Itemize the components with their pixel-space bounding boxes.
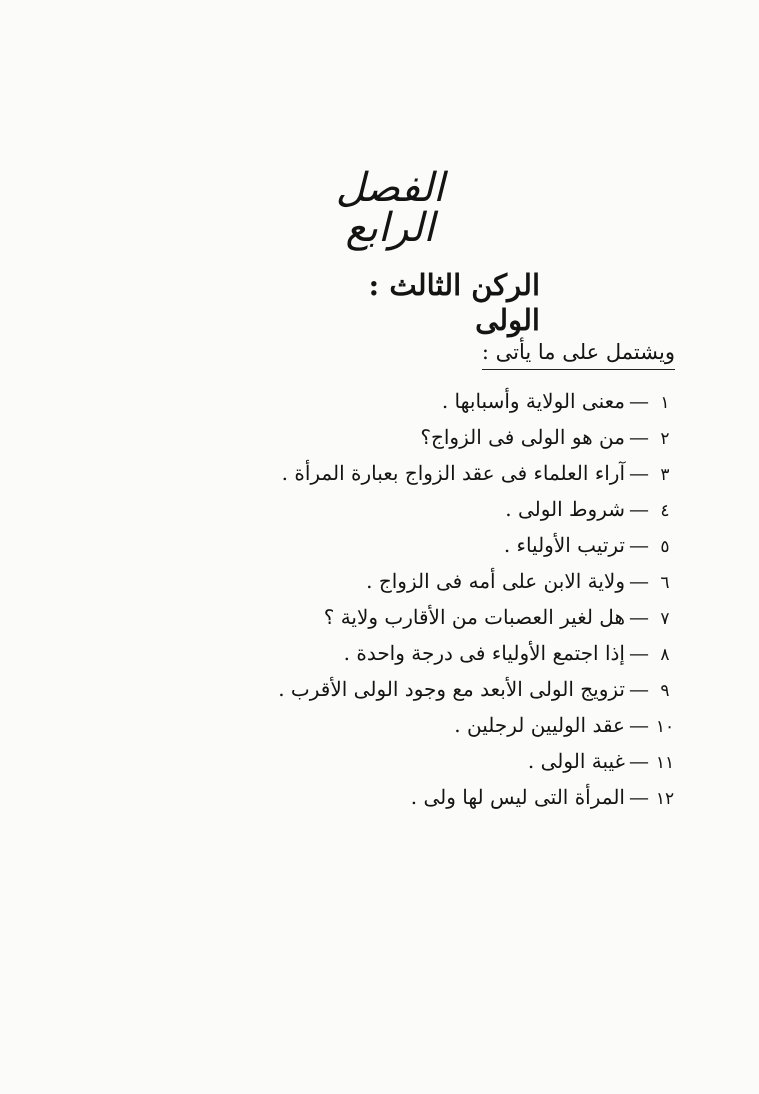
- intro-text: ويشتمل على ما يأتى :: [482, 338, 675, 370]
- item-text: هل لغير العصبات من الأقارب ولاية ؟: [323, 605, 625, 629]
- list-item: [278, 671, 677, 707]
- item-dash: —: [629, 605, 649, 629]
- list-item: [278, 419, 677, 455]
- item-text: معنى الولاية وأسبابها .: [441, 389, 625, 413]
- list-item: [278, 563, 677, 599]
- item-dash: —: [629, 749, 649, 773]
- item-dash: —: [629, 461, 649, 485]
- item-number: ٨: [660, 645, 670, 665]
- item-number: ١: [660, 393, 670, 413]
- list-item: [278, 383, 677, 419]
- item-dash: —: [629, 785, 649, 809]
- item-number: ١٢: [655, 789, 675, 809]
- item-text: ترتيب الأولياء .: [503, 533, 625, 557]
- item-number: ٢: [660, 429, 670, 449]
- item-dash: —: [629, 569, 649, 593]
- item-number: ١٠: [655, 717, 675, 737]
- item-number: ٦: [660, 573, 670, 593]
- list-item: [278, 635, 677, 671]
- item-text: ولاية الابن على أمه فى الزواج .: [366, 569, 625, 593]
- item-text: شروط الولى .: [505, 497, 625, 521]
- item-number: ١١: [655, 753, 675, 773]
- item-dash: —: [629, 641, 649, 665]
- item-dash: —: [629, 425, 649, 449]
- item-text: إذا اجتمع الأولياء فى درجة واحدة .: [343, 641, 625, 665]
- item-number: ٧: [660, 609, 670, 629]
- item-text: آراء العلماء فى عقد الزواج بعبارة المرأة .: [281, 461, 625, 485]
- item-number: ٩: [660, 681, 670, 701]
- item-dash: —: [629, 533, 649, 557]
- item-dash: —: [629, 677, 649, 701]
- item-dash: —: [629, 389, 649, 413]
- item-number: ٥: [660, 537, 670, 557]
- list-item: [278, 491, 677, 527]
- item-text: عقد الوليين لرجلين .: [454, 713, 625, 737]
- item-dash: —: [629, 497, 649, 521]
- item-number: ٣: [660, 465, 670, 485]
- list-item: [278, 455, 677, 491]
- chapter-heading: الفصل الرابع: [335, 165, 445, 251]
- item-dash: —: [629, 713, 649, 737]
- list-item: [278, 779, 677, 815]
- list-item: [278, 743, 677, 779]
- list-item: [278, 527, 677, 563]
- list-item: [278, 707, 677, 743]
- item-number: ٤: [660, 501, 670, 521]
- item-text: من هو الولى فى الزواج؟: [420, 425, 625, 449]
- item-text: غيبة الولى .: [527, 749, 625, 773]
- contents-list: [278, 383, 677, 815]
- section-title: الركن الثالث : الولى: [368, 268, 540, 337]
- item-text: تزويج الولى الأبعد مع وجود الولى الأقرب .: [278, 677, 625, 701]
- list-item: [278, 599, 677, 635]
- item-text: المرأة التى ليس لها ولى .: [410, 785, 625, 809]
